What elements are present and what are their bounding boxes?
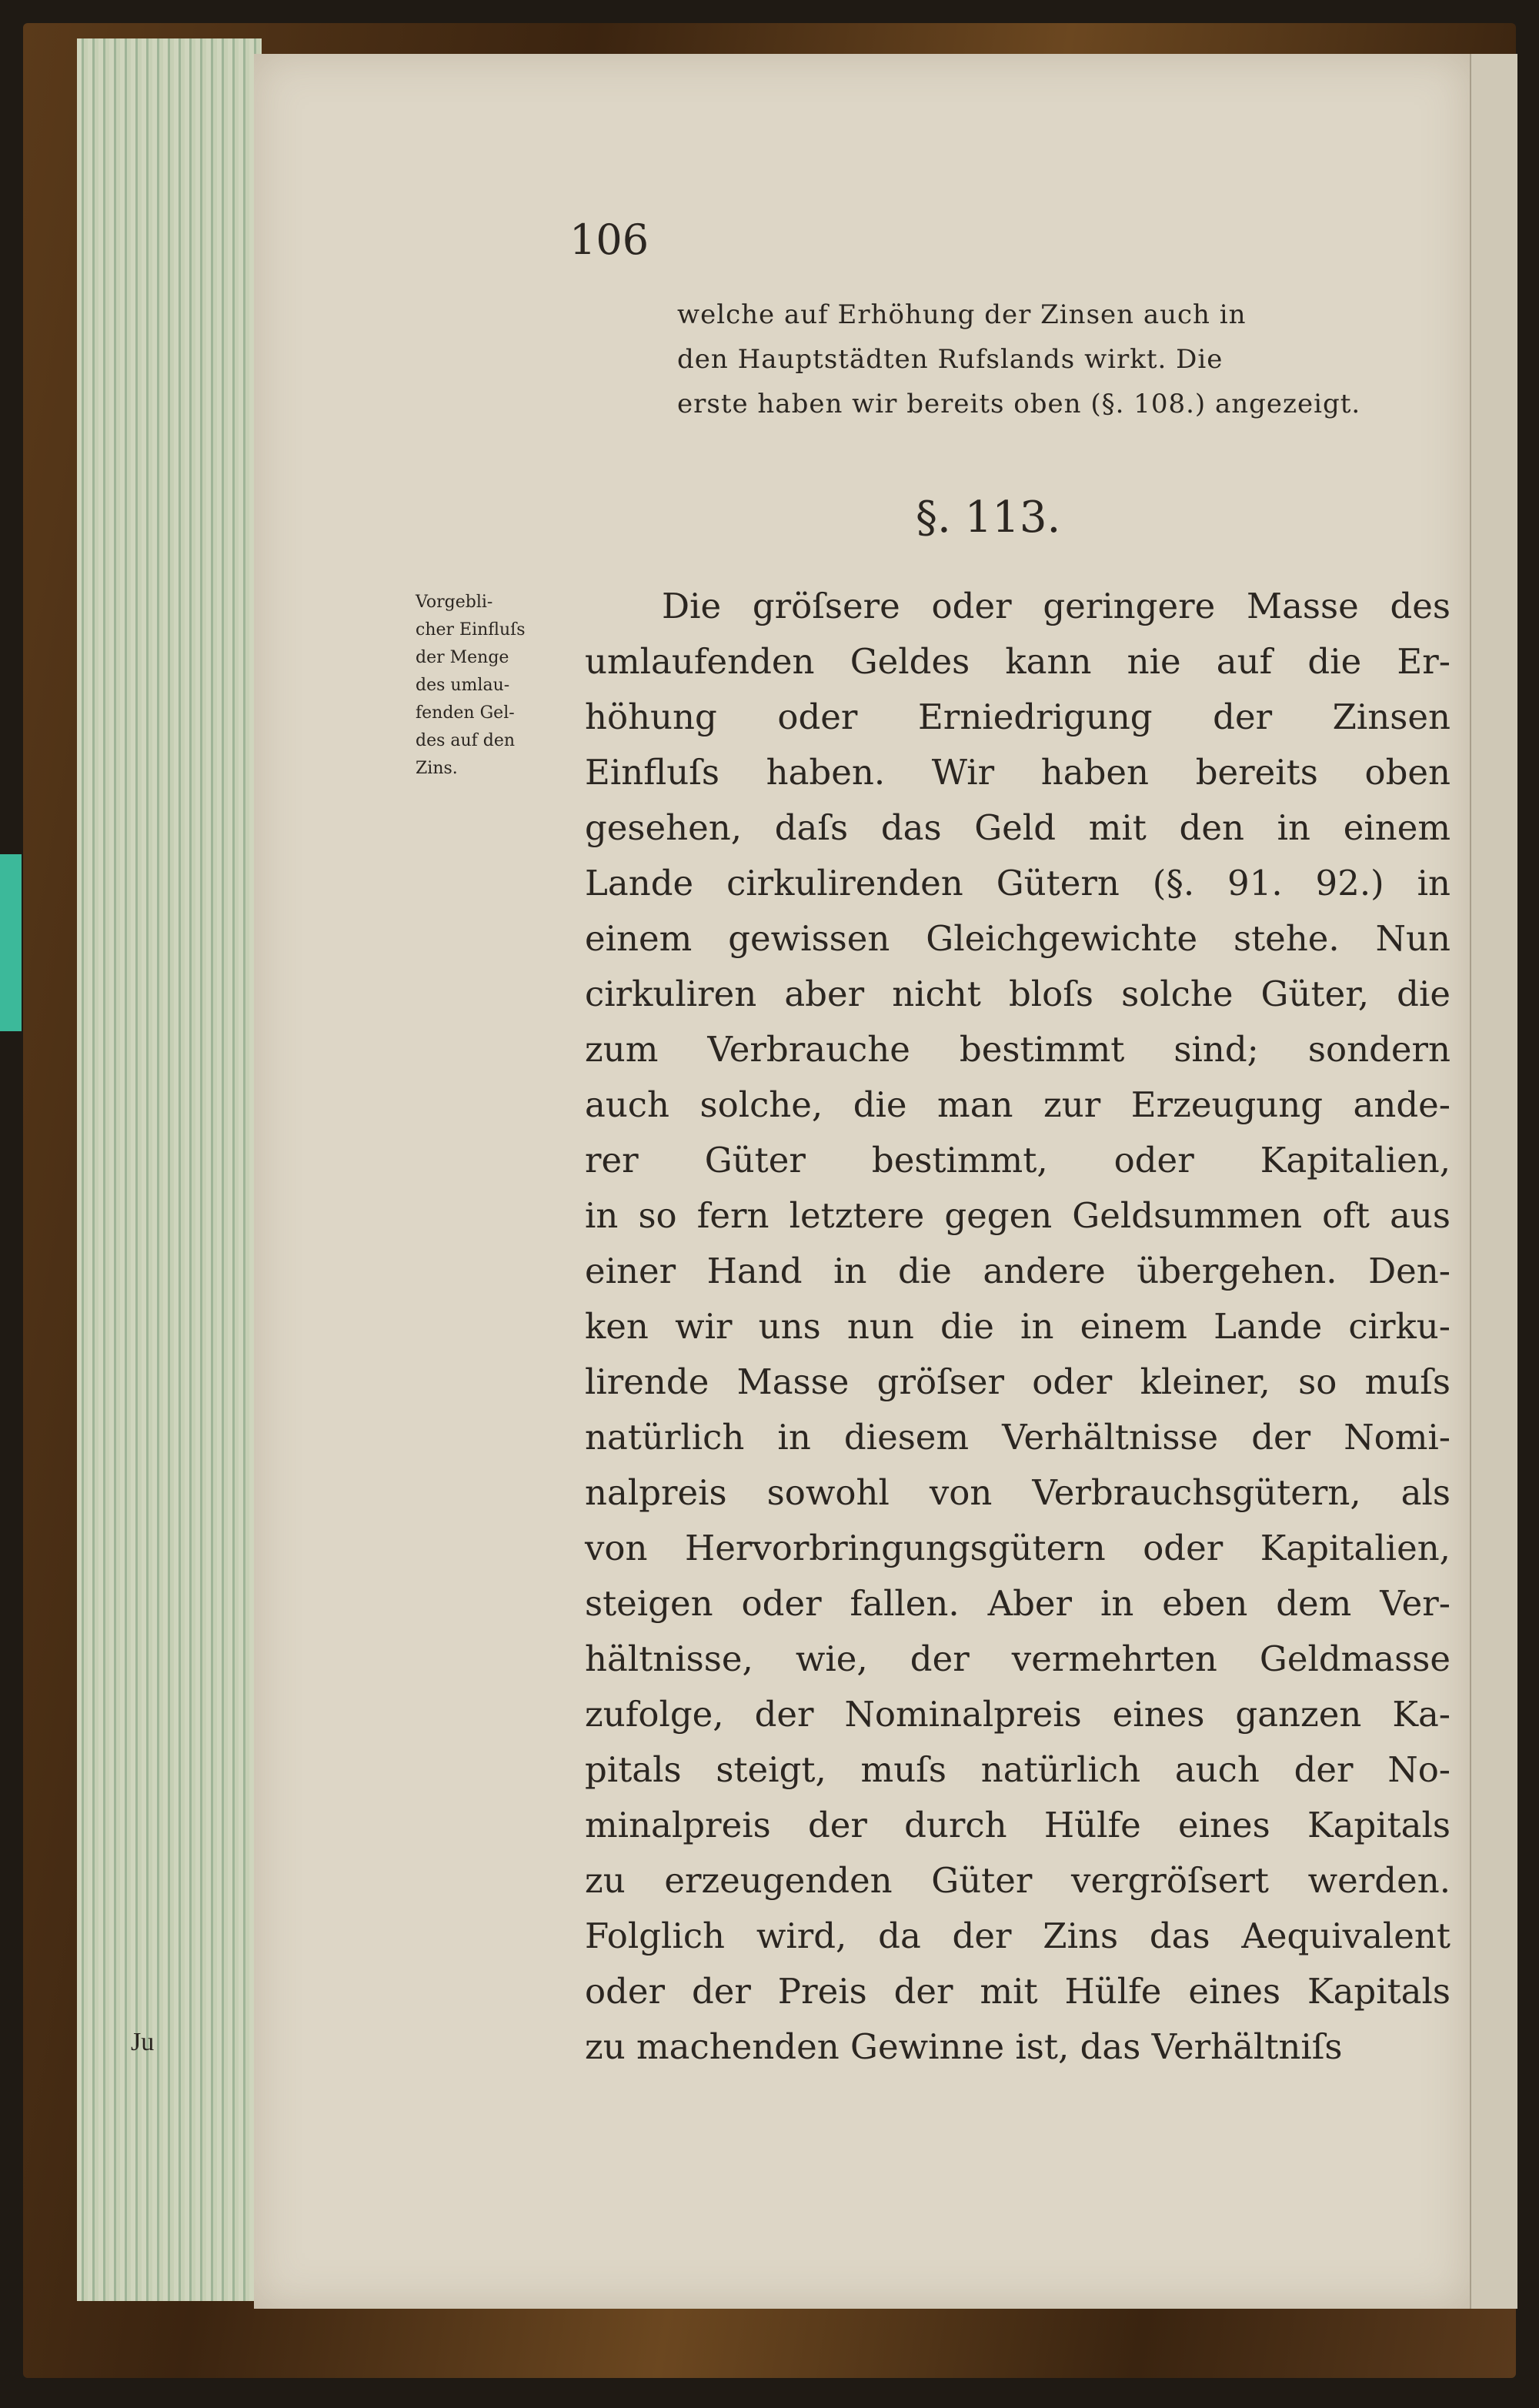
margin-note-line: des umlau-: [416, 676, 510, 695]
body-line: von Hervorbringungsgütern oder Kapitalien,: [585, 1528, 1451, 1568]
margin-note-line: Zins.: [416, 759, 458, 778]
page-edges: [77, 38, 262, 2301]
body-line: nalpreis sowohl von Verbrauchsgütern, als: [585, 1472, 1451, 1513]
body-line: in so fern letztere gegen Geldsummen oft aus: [585, 1195, 1451, 1236]
body-line: einer Hand in die andere übergehen. Den-: [585, 1251, 1451, 1291]
body-line: Lande cirkulirenden Gütern (§. 91. 92.) in: [585, 863, 1451, 903]
body-line: zum Verbrauche bestimmt sind; sondern: [585, 1029, 1451, 1070]
body-line: Die gröſsere oder geringere Masse des: [662, 586, 1451, 626]
body-line: cirkuliren aber nicht bloſs solche Güter, die: [585, 974, 1451, 1014]
body-line: rer Güter bestimmt, oder Kapitalien,: [585, 1140, 1451, 1181]
body-line: zu erzeugenden Güter vergröſsert werden.: [585, 1860, 1451, 1901]
page-number: 106: [569, 215, 649, 264]
section-body: [585, 579, 1451, 2075]
body-line: umlaufenden Geldes kann nie auf die Er-: [585, 641, 1451, 682]
body-line: auch solche, die man zur Erzeugung ande-: [585, 1084, 1451, 1125]
body-line: zu machenden Gewinne ist, das Verhältniſs: [585, 2026, 1343, 2067]
body-line: hältnisse, wie, der vermehrten Geldmasse: [585, 1638, 1451, 1679]
body-line: oder der Preis der mit Hülfe eines Kapitals: [585, 1971, 1451, 2012]
bookmark-tab: [0, 854, 22, 1031]
body-line: höhung oder Erniedrigung der Zinsen: [585, 696, 1451, 737]
margin-note-line: der Menge: [416, 648, 509, 667]
body-line: zufolge, der Nominalpreis eines ganzen Ka-: [585, 1694, 1451, 1735]
body-line: steigen oder fallen. Aber in eben dem Ver-: [585, 1583, 1451, 1624]
margin-note-line: cher Einfluſs: [416, 620, 526, 640]
margin-note: [416, 589, 581, 783]
continued-text: [677, 292, 1447, 426]
body-line: lirende Masse gröſser oder kleiner, so muſs: [585, 1361, 1451, 1402]
body-line: Einfluſs haben. Wir haben bereits oben: [585, 752, 1451, 793]
text-line: welche auf Erhöhung der Zinsen auch in: [677, 299, 1247, 330]
margin-note-line: des auf den: [416, 731, 516, 750]
body-line: natürlich in diesem Verhältnisse der Nomi-: [585, 1417, 1451, 1458]
margin-note-line: Vorgebli-: [416, 593, 493, 612]
body-line: pitals steigt, muſs natürlich auch der No-: [585, 1749, 1451, 1790]
body-line: gesehen, daſs das Geld mit den in einem: [585, 807, 1451, 848]
text-line: erste haben wir bereits oben (§. 108.) angezeigt.: [677, 389, 1361, 419]
margin-note-line: fenden Gel-: [416, 703, 515, 723]
body-line: minalpreis der durch Hülfe eines Kapitals: [585, 1805, 1451, 1845]
next-page-edge: [1470, 54, 1517, 2309]
section-heading: §. 113.: [916, 493, 1061, 543]
body-line: Folglich wird, da der Zins das Aequivalent: [585, 1915, 1451, 1956]
handwritten-mark: Ju: [131, 2028, 155, 2056]
body-line: einem gewissen Gleichgewichte stehe. Nun: [585, 918, 1451, 959]
text-line: den Hauptstädten Rufslands wirkt. Die: [677, 344, 1224, 375]
body-line: ken wir uns nun die in einem Lande cirku-: [585, 1306, 1451, 1347]
